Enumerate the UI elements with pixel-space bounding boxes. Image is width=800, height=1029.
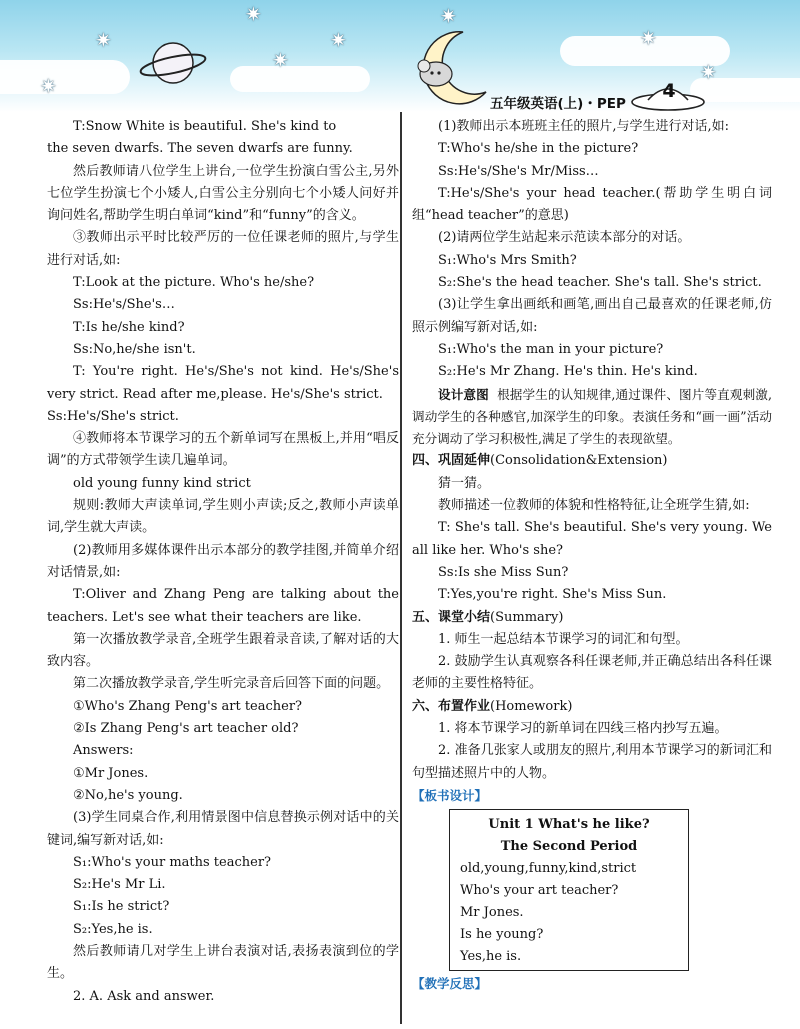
text-paragraph: S₂:She's the head teacher. She's tall. She's strict. — [438, 275, 762, 291]
right-column — [412, 116, 772, 995]
section-title-en: (Summary) — [490, 609, 564, 625]
star-icon: ✷ — [440, 4, 457, 28]
board-line: Mr Jones. — [460, 904, 524, 920]
reflection-tag: 【教学反思】 — [412, 975, 488, 991]
section-body — [412, 629, 772, 696]
text-paragraph: old young funny kind strict — [73, 475, 251, 491]
text-paragraph: T: She's tall. She's beautiful. She's very young. We all like her. Who's she? — [412, 520, 772, 558]
text-paragraph: Ss:He's/She's Mr/Miss… — [438, 163, 599, 179]
star-icon: ✷ — [640, 26, 657, 50]
section-heading — [412, 696, 772, 718]
text-paragraph: ①Mr Jones. — [73, 765, 149, 781]
section-heading — [412, 450, 772, 472]
text-paragraph: S₂:Yes,he is. — [73, 921, 153, 937]
text-paragraph: 然后教师请几对学生上讲台表演对话,表扬表演到位的学生。 — [47, 943, 399, 982]
design-intent — [412, 384, 772, 451]
text-paragraph: (3)让学生拿出画纸和画笔,画出自己最喜欢的任课老师,仿照示例编写新对话,如: — [412, 297, 772, 335]
section-title-en: (Consolidation&Extension) — [490, 453, 668, 469]
text-paragraph: T:Snow White is beautiful. She's kind to — [73, 119, 337, 134]
text-paragraph: 第二次播放教学录音,学生听完录音后回答下面的问题。 — [73, 676, 390, 692]
text-paragraph: S₁:Who's the man in your picture? — [438, 341, 664, 357]
section-title-en: (Homework) — [490, 698, 573, 714]
design-intent-text: 根据学生的认知规律,通过课件、图片等直观刺激,调动学生的各种感官,加深学生的印象。表演任务和“画一画”活动充分调动了学习积极性,满足了学生的表现欲望。 — [412, 386, 772, 447]
text-paragraph: T: You're right. He's/She's not kind. He's/She's very strict. Read after me,please. He's/She's strict. — [47, 364, 399, 402]
star-icon: ✷ — [245, 2, 262, 26]
section-body — [412, 718, 772, 785]
text-paragraph: 1. 将本节课学习的新单词在四线三格内抄写五遍。 — [438, 721, 728, 737]
text-paragraph: 2. 鼓励学生认真观察各科任课老师,并正确总结出各科任课老师的主要性格特征。 — [412, 654, 772, 692]
column-divider — [400, 112, 402, 1024]
star-icon: ✷ — [330, 28, 347, 52]
text-paragraph: T:Oliver and Zhang Peng are talking about the teachers. Let's see what their teachers are like. — [47, 587, 399, 625]
text-paragraph: Ss:No,he/she isn't. — [73, 341, 196, 357]
star-icon: ✷ — [95, 28, 112, 52]
text-paragraph: S₁:Who's your maths teacher? — [73, 854, 272, 870]
moon-mouse-icon — [408, 26, 498, 106]
design-intent-label: 设计意图 — [438, 386, 489, 402]
text-paragraph: (2)教师用多媒体课件出示本部分的教学挂图,并简单介绍对话情景,如: — [47, 542, 399, 580]
section-title: 五、课堂小结 — [412, 609, 491, 625]
cloud — [230, 66, 370, 92]
board-line: old,young,funny,kind,strict — [460, 860, 637, 876]
text-paragraph: 第一次播放教学录音,全班学生跟着录音读,了解对话的大致内容。 — [47, 631, 399, 670]
right-top-content — [412, 116, 772, 384]
text-paragraph: 然后教师请八位学生上讲台,一位学生扮演白雪公主,另外七位学生扮演七个小矮人,白雪公主分别向七个小矮人问好并询问姓名,帮助学生明白单词“kind”和“funny”的含义。 — [47, 163, 399, 224]
text-paragraph: Ss:He's/She's… — [73, 297, 175, 313]
section-title: 四、巩固延伸 — [412, 453, 491, 469]
text-paragraph: S₂:He's Mr Li. — [73, 877, 166, 893]
text-paragraph: Ss:Is she Miss Sun? — [438, 564, 569, 580]
page-number: 4 — [662, 80, 676, 102]
board-lines — [460, 858, 678, 968]
text-paragraph: 1. 师生一起总结本节课学习的词汇和句型。 — [438, 631, 689, 647]
text-paragraph: Ss:He's/She's strict. — [47, 408, 179, 424]
text-paragraph: 教师描述一位教师的体貌和性格特征,让全班学生猜,如: — [438, 498, 750, 514]
text-paragraph: (2)请两位学生站起来示范读本部分的对话。 — [438, 230, 691, 246]
board-line: Yes,he is. — [460, 948, 522, 964]
text-paragraph: T:Look at the picture. Who's he/she? — [73, 275, 315, 291]
text-paragraph: S₂:He's Mr Zhang. He's thin. He's kind. — [438, 364, 698, 380]
text-paragraph: 2. 准备几张家人或朋友的照片,利用本节课学习的新词汇和句型描述照片中的人物。 — [412, 743, 772, 781]
text-paragraph: 规则:教师大声读单词,学生则小声读;反之,教师小声读单词,学生就大声读。 — [47, 498, 399, 536]
cloud — [0, 60, 130, 94]
star-icon: ✷ — [40, 74, 57, 98]
star-icon: ✷ — [700, 60, 717, 84]
text-paragraph: (1)教师出示本班班主任的照片,与学生进行对话,如: — [438, 119, 730, 134]
board-design-tag: 【板书设计】 — [412, 787, 488, 803]
text-paragraph: ③教师出示平时比较严厉的一位任课老师的照片,与学生进行对话,如: — [47, 230, 399, 268]
text-paragraph: ②No,he's young. — [73, 787, 183, 803]
board-subtitle: The Second Period — [500, 838, 638, 854]
text-paragraph: T:Yes,you're right. She's Miss Sun. — [438, 587, 667, 603]
text-paragraph: S₁:Who's Mrs Smith? — [438, 252, 577, 268]
text-paragraph: 猜一猜。 — [438, 475, 491, 491]
book-title: 五年级英语(上)・PEP — [490, 96, 626, 112]
text-paragraph: ②Is Zhang Peng's art teacher old? — [73, 721, 299, 737]
board-line: Who's your art teacher? — [460, 882, 619, 898]
text-paragraph: T:Who's he/she in the picture? — [438, 141, 639, 157]
text-paragraph: 2. A. Ask and answer. — [73, 988, 215, 1004]
text-paragraph: ①Who's Zhang Peng's art teacher? — [73, 698, 303, 714]
board-line: Is he young? — [460, 926, 544, 942]
board-title: Unit 1 What's he like? — [488, 816, 650, 832]
left-column — [47, 116, 399, 1008]
text-paragraph: ④教师将本节课学习的五个新单词写在黑板上,并用“唱反调”的方式带领学生读几遍单词。 — [47, 431, 399, 469]
planet-icon — [138, 28, 208, 98]
text-paragraph: T:Is he/she kind? — [73, 319, 185, 335]
board-design-box — [449, 809, 689, 971]
section-title: 六、布置作业 — [412, 698, 491, 714]
text-paragraph: the seven dwarfs. The seven dwarfs are funny. — [47, 141, 353, 157]
text-paragraph: (3)学生同桌合作,利用情景图中信息替换示例对话中的关键词,编写新对话,如: — [47, 810, 399, 848]
star-icon: ✷ — [272, 48, 289, 72]
text-paragraph: T:He's/She's your head teacher.(帮助学生明白词组“head teacher”的意思) — [412, 185, 772, 224]
section-body — [412, 473, 772, 607]
text-paragraph: Answers: — [73, 743, 134, 759]
section-heading — [412, 607, 772, 629]
text-paragraph: S₁:Is he strict? — [73, 899, 170, 915]
